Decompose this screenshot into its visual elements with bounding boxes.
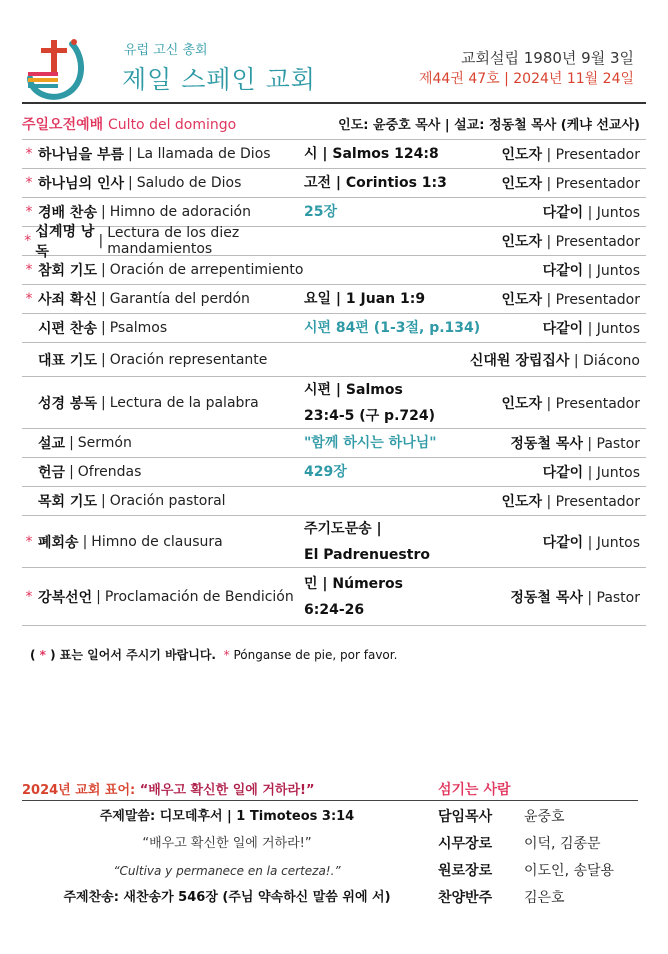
server-row: [438, 833, 614, 860]
item-name-ko: 경배 찬송: [38, 205, 97, 221]
service-title-es: Culto del domingo: [108, 116, 237, 133]
service-leaders: 인도: 윤중호 목사 | 설교: 정동철 목사 (케냐 선교사): [338, 118, 640, 133]
item-detail: 시편 | Salmos 23:4-5 (구 p.724): [304, 381, 436, 424]
motto-title-quote: “배우고 확신한 일에 거하라!”: [139, 783, 315, 798]
worship-row: [22, 140, 646, 169]
item-detail: 시편 84편 (1-3절, p.134): [304, 320, 481, 336]
worship-item: [22, 532, 304, 552]
item-name-es: Psalmos: [109, 320, 168, 336]
leader-ko: 인도자: [501, 494, 543, 510]
separator: |: [100, 351, 106, 368]
item-name-es: Saludo de Dios: [136, 175, 242, 191]
separator: |: [582, 589, 597, 606]
worship-row: [22, 314, 646, 343]
worship-item: [22, 144, 304, 164]
service-header: [22, 108, 646, 140]
header-divider: [22, 102, 646, 104]
worship-item: [22, 587, 304, 607]
item-leader: [501, 144, 646, 164]
separator: |: [82, 533, 88, 550]
item-detail: 25장: [304, 204, 338, 220]
item-leader: [543, 532, 646, 552]
item-detail: 요일 | 1 Juan 1:9: [304, 291, 426, 307]
separator: |: [100, 204, 106, 220]
worship-item: [22, 462, 304, 482]
motto-verse: 주제말씀: 디모데후서 | 1 Timoteos 3:14: [99, 809, 355, 824]
worship-row: [22, 285, 646, 314]
motto-quote-ko: “배우고 확신한 일에 거하라!”: [142, 836, 312, 851]
service-title: [22, 114, 236, 134]
item-leader: [543, 260, 646, 280]
item-name-ko: 성경 봉독: [38, 395, 97, 412]
item-name-ko: 사죄 확신: [38, 292, 97, 308]
item-leader: [543, 202, 646, 222]
worship-item: [22, 393, 304, 413]
worship-row: [22, 377, 646, 429]
worship-item: [22, 221, 304, 261]
item-leader: [470, 350, 646, 370]
separator: |: [98, 233, 104, 249]
bottom-divider: [22, 800, 638, 801]
servers-list: [438, 806, 614, 914]
item-name-ko: 대표 기도: [38, 352, 97, 369]
leader-es: Presentador: [555, 395, 640, 412]
leader-es: Presentador: [555, 234, 640, 250]
worship-row: [22, 343, 646, 377]
item-leader: [510, 433, 646, 453]
note-ko: 표는 일어서 주시기 바랍니다.: [59, 648, 216, 662]
leader-ko: 다같이: [542, 465, 584, 481]
server-role: 원로장로: [438, 863, 493, 879]
worship-row: [22, 487, 646, 516]
item-leader: [501, 289, 646, 309]
item-name-ko: 하나님을 부름: [38, 147, 125, 163]
leader-ko: 인도자: [501, 395, 543, 412]
item-leader: [543, 318, 646, 338]
item-name-ko: 십계명 낭독: [35, 224, 95, 260]
leader-es: Presentador: [555, 147, 640, 163]
leader-ko: 정동철 목사: [510, 589, 583, 606]
separator: |: [583, 465, 597, 481]
separator: |: [542, 292, 556, 308]
separator: |: [583, 205, 597, 221]
server-row: [438, 806, 614, 833]
leader-ko: 인도자: [501, 234, 543, 250]
issue-info: 제44권 47호 | 2024년 11월 24일: [419, 71, 634, 87]
separator: |: [542, 176, 556, 192]
item-detail: 고전 | Corintios 1:3: [304, 175, 447, 191]
item-name-es: Oración representante: [109, 351, 268, 368]
separator: |: [569, 352, 584, 369]
item-name-es: Lectura de los diez mandamientos: [107, 225, 240, 257]
item-name-ko: 설교: [38, 436, 66, 452]
leader-ko: 인도자: [501, 292, 543, 308]
leader-es: Juntos: [596, 205, 640, 221]
separator: |: [69, 435, 74, 451]
leader-es: Juntos: [596, 465, 640, 481]
item-name-ko: 강복선언: [38, 589, 93, 606]
motto-quote-es: “Cultiva y permanece en la certeza!.”: [113, 864, 341, 878]
leader-es: Juntos: [596, 534, 640, 551]
worship-row: [22, 516, 646, 568]
standing-note: ( * ) 표는 일어서 주시기 바랍니다. * Pónganse de pie, por favor.: [30, 648, 398, 662]
server-name: 이덕, 김종문: [524, 836, 601, 852]
stand-marker: *: [25, 262, 33, 278]
separator: |: [583, 321, 597, 337]
worship-item: [22, 433, 304, 453]
leader-es: Presentador: [555, 176, 640, 192]
server-role: 찬양반주: [438, 890, 493, 906]
item-name-ko: 폐회송: [38, 534, 79, 551]
leader-ko: 다같이: [542, 534, 584, 551]
church-logo: [24, 36, 114, 106]
separator: |: [100, 394, 106, 411]
servers-title: 섬기는 사람: [438, 782, 511, 798]
stand-marker: *: [25, 175, 33, 191]
separator: |: [100, 493, 106, 509]
worship-row: [22, 169, 646, 198]
separator: |: [542, 494, 556, 510]
separator: |: [583, 534, 597, 551]
leader-ko: 다같이: [542, 205, 584, 221]
note-es: Pónganse de pie, por favor.: [233, 648, 398, 662]
leader-es: Diácono: [583, 352, 640, 369]
separator: |: [542, 147, 556, 163]
leader-ko: 정동철 목사: [510, 436, 583, 452]
item-name-ko: 시편 찬송: [38, 321, 97, 337]
item-name-es: Oración de arrepentimiento: [109, 262, 304, 278]
church-name: 제일 스페인 교회: [122, 65, 316, 94]
synod-name: 유럽 고신 총회: [124, 43, 208, 58]
leader-es: Presentador: [555, 292, 640, 308]
worship-item: [22, 260, 304, 280]
worship-row: [22, 568, 646, 626]
separator: |: [96, 588, 101, 605]
worship-row: [22, 256, 646, 285]
item-name-es: Garantía del perdón: [109, 291, 250, 307]
worship-item: [22, 350, 304, 370]
leader-es: Pastor: [596, 436, 640, 452]
motto-title: [22, 779, 314, 798]
motto-block: [22, 806, 432, 914]
item-leader: [543, 462, 646, 482]
separator: |: [100, 291, 106, 307]
leader-es: Presentador: [555, 494, 640, 510]
item-name-es: Himno de clausura: [91, 533, 223, 550]
item-name-es: Ofrendas: [77, 464, 142, 480]
leader-es: Juntos: [596, 321, 640, 337]
item-detail: "함께 하시는 하나님": [304, 435, 437, 451]
stand-marker: *: [25, 588, 33, 605]
item-detail: 민 | Números 6:24-26: [304, 575, 404, 618]
server-name: 이도인, 송달용: [524, 863, 615, 879]
separator: |: [542, 234, 556, 250]
stand-marker: *: [25, 533, 33, 550]
item-name-es: Lectura de la palabra: [109, 394, 259, 411]
item-name-es: Oración pastoral: [109, 493, 226, 509]
motto-hymn: 주제찬송: 새찬송가 546장 (주님 약속하신 말씀 위에 서): [63, 890, 391, 905]
server-role: 시무장로: [438, 836, 493, 852]
item-leader: [501, 173, 646, 193]
stand-marker: *: [25, 146, 33, 162]
server-name: 김은호: [524, 890, 565, 906]
leader-ko: 다같이: [542, 321, 584, 337]
item-name-es: La llamada de Dios: [136, 146, 271, 162]
item-detail: 429장: [304, 464, 347, 480]
worship-item: [22, 289, 304, 309]
motto-title-prefix: 2024년 교회 표어:: [22, 783, 140, 798]
server-role: 담임목사: [438, 809, 493, 825]
server-row: [438, 887, 614, 914]
stand-marker: *: [25, 204, 33, 220]
item-detail: 시 | Salmos 124:8: [304, 146, 439, 162]
leader-ko: 다같이: [542, 263, 584, 279]
item-name-es: Sermón: [77, 435, 132, 451]
separator: |: [69, 464, 74, 480]
separator: |: [542, 395, 556, 412]
leader-ko: 인도자: [501, 176, 543, 192]
server-row: [438, 860, 614, 887]
item-name-es: Proclamación de Bendición: [104, 588, 294, 605]
server-name: 윤중호: [524, 809, 565, 825]
item-leader: [501, 491, 646, 511]
worship-item: [22, 318, 304, 338]
stand-marker: *: [24, 233, 32, 249]
item-leader: [501, 231, 646, 251]
item-detail: 주기도문송 | El Padrenuestro: [304, 520, 430, 563]
item-leader: [501, 393, 646, 413]
item-name-ko: 목회 기도: [38, 494, 97, 510]
separator: |: [128, 146, 133, 162]
item-name-ko: 참회 기도: [38, 263, 97, 279]
leader-ko: 인도자: [501, 147, 543, 163]
leader-es: Juntos: [596, 263, 640, 279]
service-title-ko: 주일오전예배: [22, 116, 104, 133]
order-of-worship: [22, 140, 646, 626]
worship-item: [22, 491, 304, 511]
worship-row: [22, 224, 646, 260]
item-name-es: Himno de adoración: [109, 204, 251, 220]
worship-row: [22, 429, 646, 458]
item-name-ko: 하나님의 인사: [38, 176, 125, 192]
established-date: 교회설립 1980년 9월 3일: [461, 49, 634, 67]
worship-item: [22, 202, 304, 222]
leader-es: Pastor: [596, 589, 640, 606]
leader-ko: 신대원 장립집사: [469, 352, 570, 369]
separator: |: [128, 175, 133, 191]
stand-marker: *: [25, 291, 33, 307]
item-name-ko: 헌금: [38, 465, 66, 481]
worship-item: [22, 173, 304, 193]
item-leader: [510, 587, 646, 607]
separator: |: [100, 320, 106, 336]
separator: |: [583, 263, 597, 279]
separator: |: [582, 436, 597, 452]
separator: |: [100, 262, 106, 278]
worship-row: [22, 458, 646, 487]
